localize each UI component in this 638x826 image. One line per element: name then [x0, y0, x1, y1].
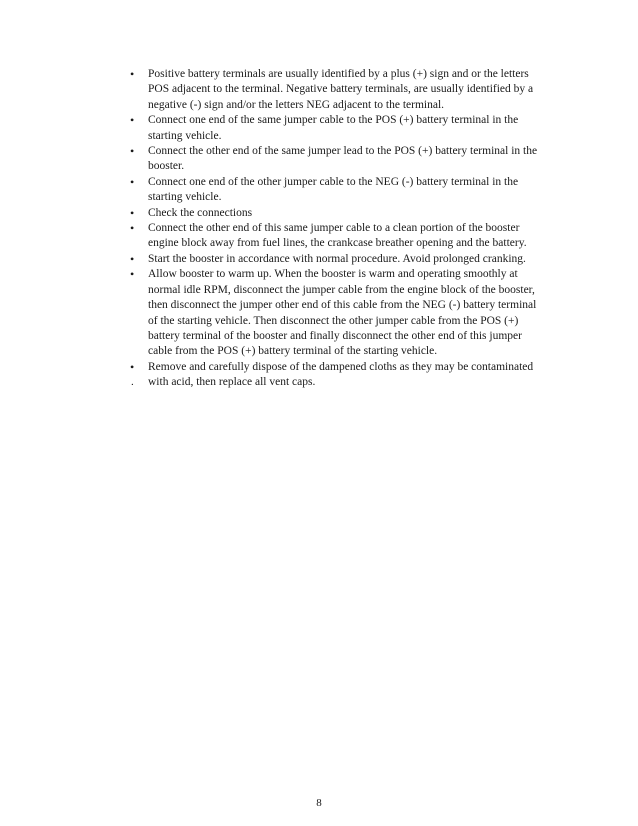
list-item-text: Start the booster in accordance with normal procedure. Avoid prolonged cranking.	[148, 252, 526, 265]
bullet-icon: •	[130, 205, 135, 220]
list-item-text: Remove and carefully dispose of the dampened cloths as they may be contaminated with acid, then replace all vent caps.	[148, 360, 534, 389]
trailing-period: .	[131, 376, 134, 388]
list-item	[128, 144, 548, 175]
list-item	[128, 175, 548, 206]
list-item	[128, 267, 548, 359]
list-item-text: Connect the other end of the same jumper lead to the POS (+) battery terminal in the booster.	[148, 145, 538, 173]
bullet-icon: •	[130, 267, 135, 282]
instruction-list	[128, 67, 548, 391]
bullet-icon: •	[130, 174, 135, 189]
list-item-text: Check the connections	[148, 206, 253, 219]
bullet-icon: •	[130, 144, 135, 159]
bullet-icon: •	[130, 359, 135, 374]
list-item	[128, 360, 548, 391]
list-item	[128, 206, 548, 221]
list-item-text: Connect one end of the same jumper cable to the POS (+) battery terminal in the starting vehicle.	[148, 114, 519, 142]
bullet-icon: •	[130, 251, 135, 266]
list-item-text: Connect one end of the other jumper cable to the NEG (-) battery terminal in the starting vehicle.	[148, 175, 519, 204]
list-item	[128, 221, 548, 252]
bullet-icon: •	[130, 67, 135, 81]
list-item	[128, 113, 548, 144]
list-item-text: Allow booster to warm up. When the booster is warm and operating smoothly at normal idle RPM, disconnect the jumper cable from the engine block of the booster, then disconnect the jumper other end of this cable from the NEG (-) battery terminal of the starting vehicle. Then disconnect the other jumper cable from the POS (+) battery terminal of the booster and finally disconnect the other end of this jumper cable from the POS (+) battery terminal of the starting vehicle.	[148, 268, 537, 358]
document-body	[128, 67, 548, 391]
list-item	[128, 67, 548, 113]
list-item	[128, 252, 548, 267]
page-number: 8	[316, 797, 322, 809]
list-item-text: Positive battery terminals are usually identified by a plus (+) sign and or the letters POS adjacent to the terminal. Negative battery terminals, are usually identified by a negative (-) sign and/or the letters NEG adjacent to the terminal.	[148, 68, 534, 111]
bullet-icon: •	[130, 221, 135, 236]
bullet-icon: •	[130, 113, 135, 128]
list-item-text: Connect the other end of this same jumper cable to a clean portion of the booster engine block away from fuel lines, the crankcase breather opening and the battery.	[148, 222, 527, 250]
